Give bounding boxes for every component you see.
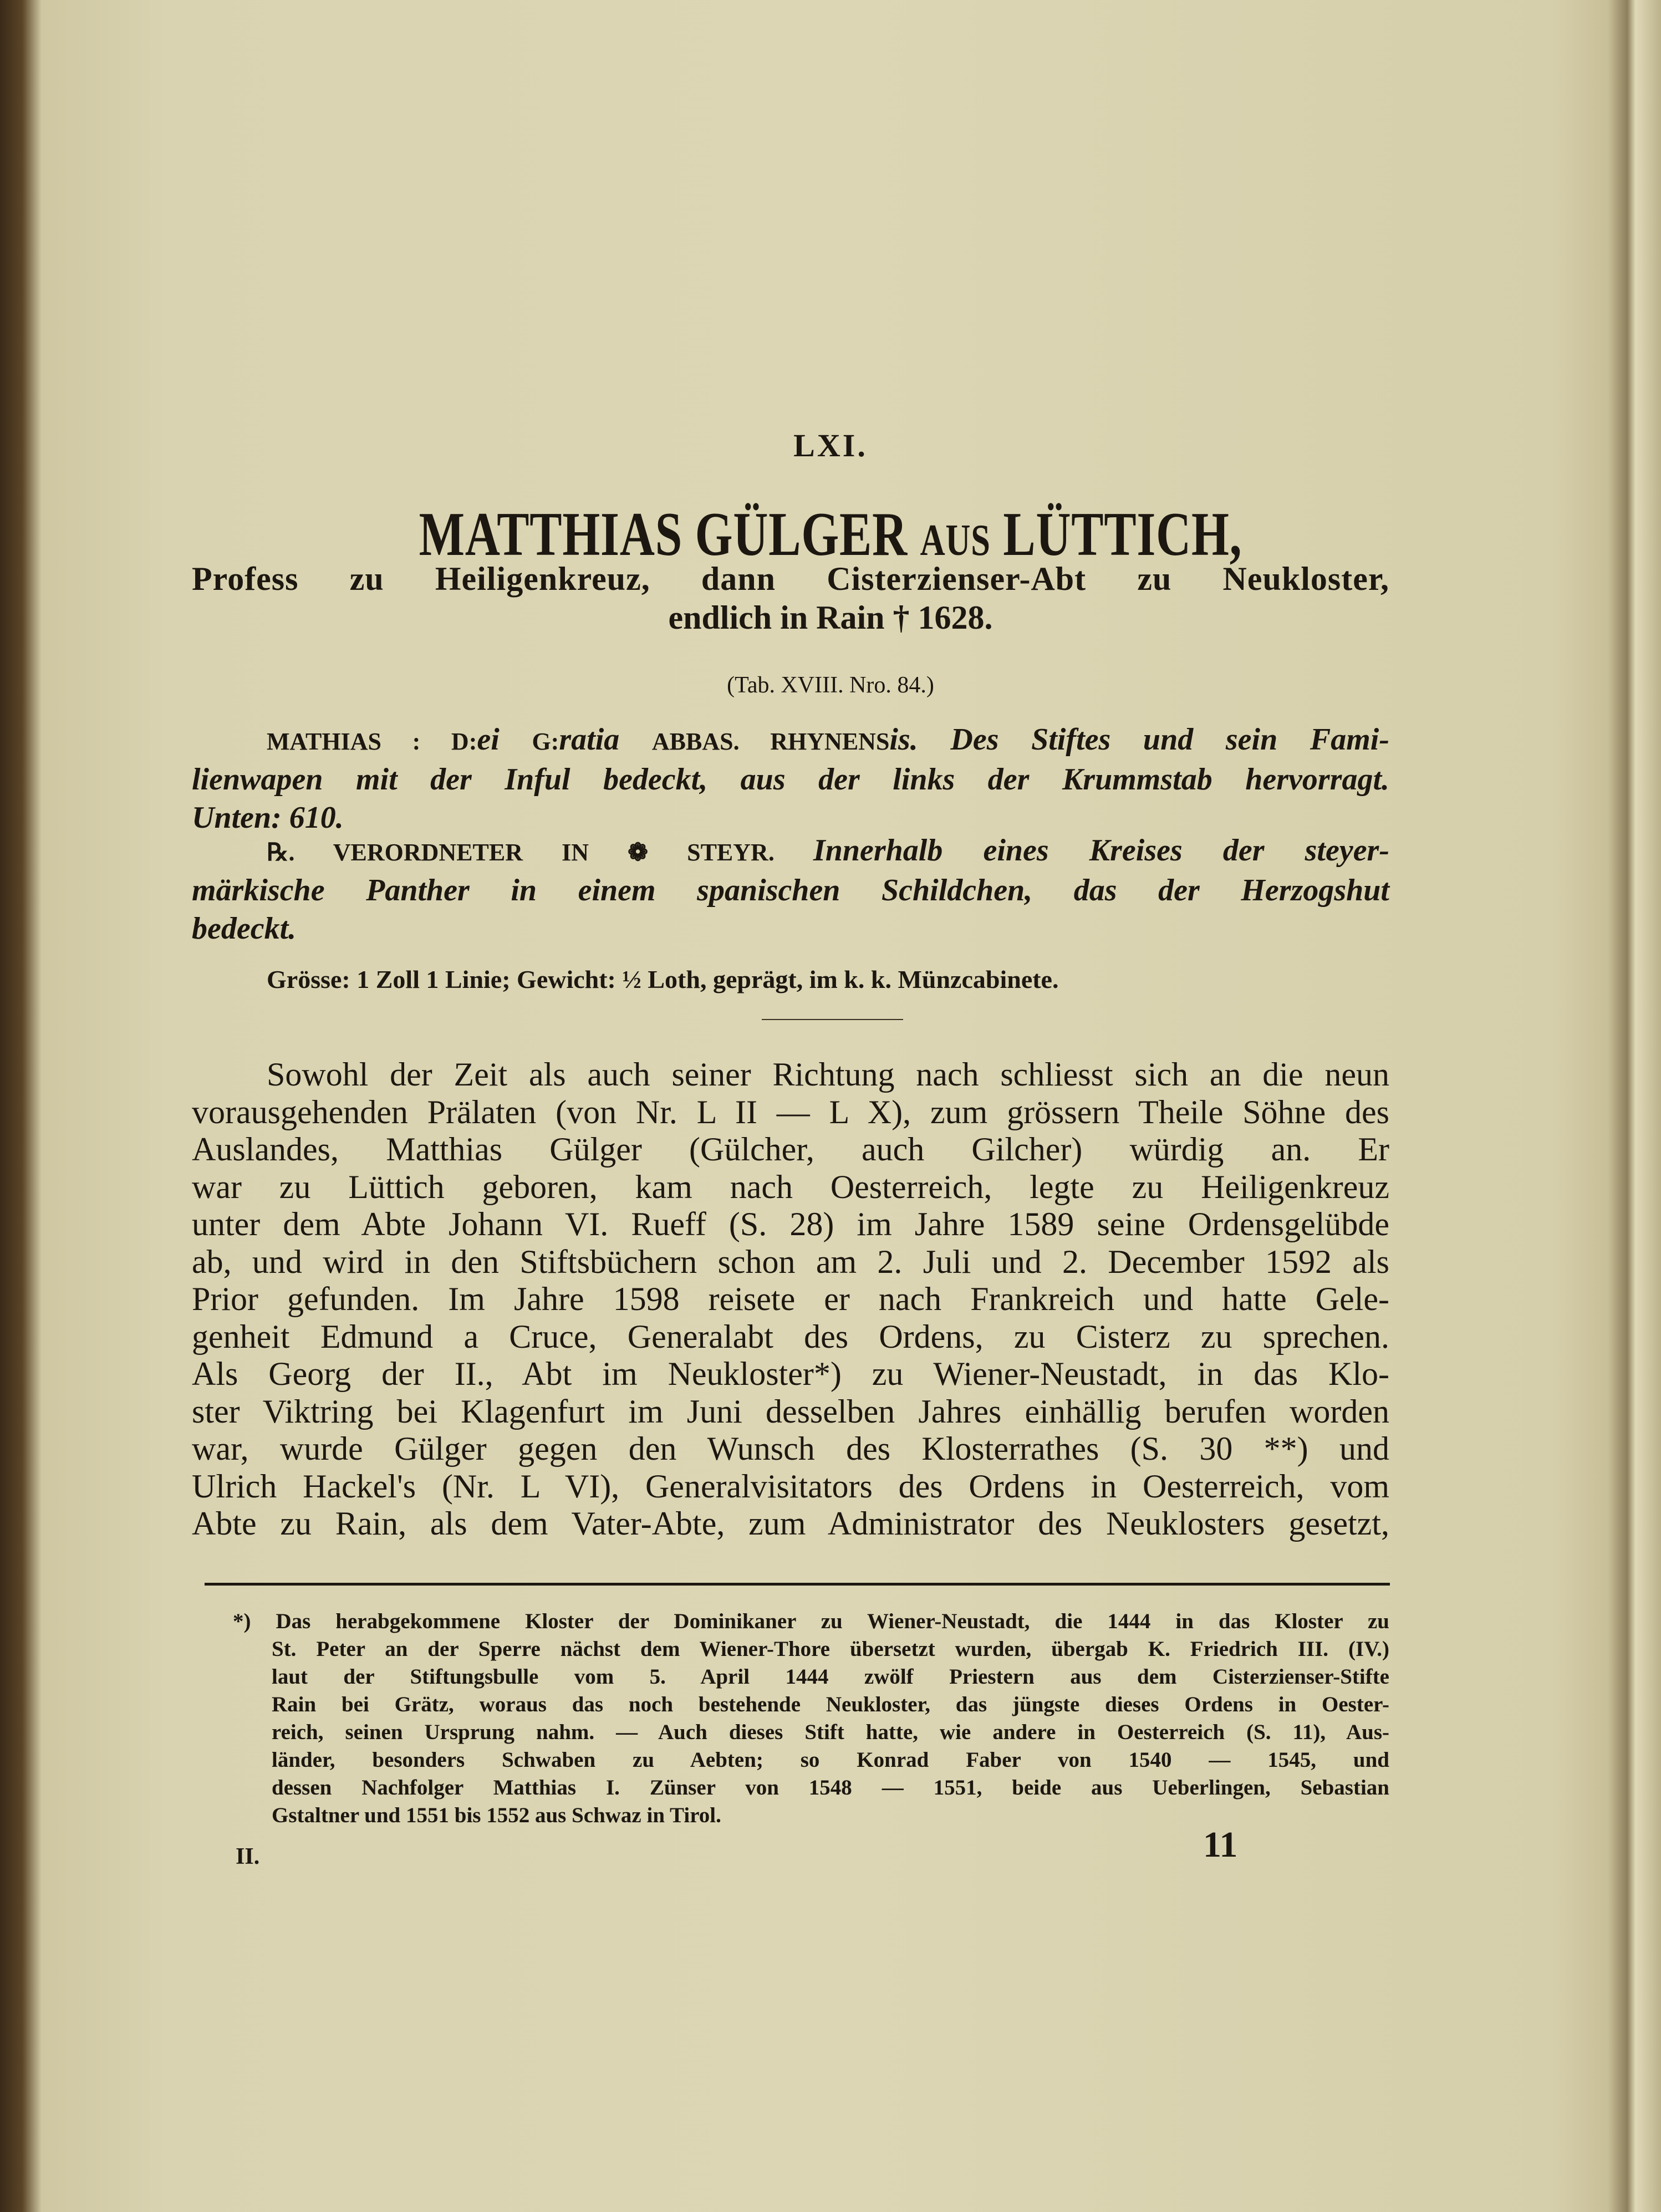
text-segment: ABBAS. RHYNENS	[651, 728, 890, 755]
text-line: St. Peter an der Sperre nächst dem Wiener-Thore übersetzt wurden, übergab K. Friedrich III. (IV.)	[272, 1637, 1389, 1661]
text-line: Rain bei Grätz, woraus das noch bestehende Neukloster, das jüngste dieses Ordens in Oester-	[272, 1693, 1389, 1716]
footnote-divider	[205, 1583, 1390, 1586]
text-line: vorausgehenden Prälaten (von Nr. L II — L X), zum grössern Theile Söhne des	[192, 1093, 1389, 1130]
text-line	[192, 910, 1389, 948]
text-line: Prior gefunden. Im Jahre 1598 reisete er nach Frankreich und hatte Gele-	[192, 1281, 1389, 1317]
text-line: war zu Lüttich geboren, kam nach Oesterreich, legte zu Heiligenkreuz	[192, 1168, 1389, 1205]
text-line: dessen Nachfolger Matthias I. Zünser von 1548 — 1551, beide aus Ueberlingen, Sebastian	[272, 1776, 1389, 1800]
text-line: Ulrich Hackel's (Nr. L VI), Generalvisitators des Ordens in Oesterreich, vom	[192, 1467, 1389, 1505]
text-segment: ratia	[559, 722, 652, 757]
text-line: Abte zu Rain, als dem Vater-Abte, zum Administrator des Neuklosters gesetzt,	[192, 1505, 1389, 1542]
text-segment: Unten: 610.	[192, 801, 344, 835]
text-line	[192, 721, 1389, 761]
table-reference: (Tab. XVIII. Nro. 84.)	[727, 672, 934, 698]
subtitle-line-1: Profess zu Heiligenkreuz, dann Cisterzienser-Abt zu Neukloster,	[192, 560, 1389, 597]
text-segment: G:	[532, 728, 559, 755]
text-segment: ei	[477, 722, 532, 757]
text-line: ster Viktring bei Klagenfurt im Juni desselben Jahres einhällig berufen worden	[192, 1393, 1389, 1430]
divider	[762, 1019, 903, 1020]
footnote	[233, 1608, 1389, 1829]
text-line	[192, 871, 1389, 910]
text-segment: Innerhalb eines Kreises der steyer-	[813, 833, 1389, 868]
text-segment: MATHIAS : D:	[267, 728, 477, 755]
text-line	[192, 761, 1389, 799]
subtitle-line-2: endlich in Rain † 1628.	[668, 599, 993, 636]
reverse-description	[192, 832, 1389, 948]
text-line: *) Das herabgekommene Kloster der Dominikaner zu Wiener-Neustadt, die 1444 in das Kloster zu	[233, 1609, 1389, 1633]
text-line: Auslandes, Matthias Gülger (Gülcher, auch Gilcher) würdig an. Er	[192, 1131, 1389, 1168]
size-weight-line: Grösse: 1 Zoll 1 Linie; Gewicht: ½ Loth, geprägt, im k. k. Münzcabinete.	[267, 965, 1059, 993]
text-line	[192, 832, 1389, 871]
text-line: Sowohl der Zeit als auch seiner Richtung nach schliesst sich an die neun	[267, 1056, 1389, 1093]
page-number: 11	[1203, 1824, 1238, 1865]
text-segment: ℞. VERORDNETER IN ❁ STEYR.	[267, 839, 813, 866]
title-aus: AUS	[920, 516, 991, 565]
chapter-number: LXI.	[793, 427, 868, 463]
text-segment: bedeckt.	[192, 911, 297, 946]
text-line: genheit Edmund a Cruce, Generalabt des Ordens, zu Cisterz zu sprechen.	[192, 1318, 1389, 1355]
text-line: laut der Stiftungsbulle vom 5. April 1444 zwölf Priestern aus dem Cisterzienser-Stifte	[272, 1665, 1389, 1689]
text-line: reich, seinen Ursprung nahm. — Auch dieses Stift hatte, wie andere in Oesterreich (S. 11), Aus-	[272, 1720, 1389, 1744]
text-line: Als Georg der II., Abt im Neukloster*) zu Wiener-Neustadt, in das Klo-	[192, 1355, 1389, 1392]
text-line: länder, besonders Schwaben zu Aebten; so Konrad Faber von 1540 — 1545, und	[272, 1748, 1389, 1772]
text-segment: is. Des Stiftes und sein Fami-	[889, 722, 1389, 757]
text-line: unter dem Abte Johann VI. Rueff (S. 28) im Jahre 1589 seine Ordensgelübde	[192, 1206, 1389, 1242]
title-city: LÜTTICH,	[1003, 500, 1242, 569]
obverse-description	[192, 721, 1389, 837]
text-line: ab, und wird in den Stiftsbüchern schon am 2. Juli und 2. December 1592 als	[192, 1243, 1389, 1280]
title-name: MATTHIAS GÜLGER	[419, 500, 908, 569]
text-segment: lienwapen mit der Inful bedeckt, aus der links der Krummstab hervorragt.	[192, 762, 1389, 797]
signature-mark: II.	[236, 1844, 260, 1869]
body-text	[192, 1056, 1389, 1543]
text-line: war, wurde Gülger gegen den Wunsch des Klosterrathes (S. 30 **) und	[192, 1430, 1389, 1467]
text-line: Gstaltner und 1551 bis 1552 aus Schwaz in Tirol.	[272, 1803, 721, 1827]
text-segment: märkische Panther in einem spanischen Schildchen, das der Herzogshut	[192, 873, 1389, 908]
